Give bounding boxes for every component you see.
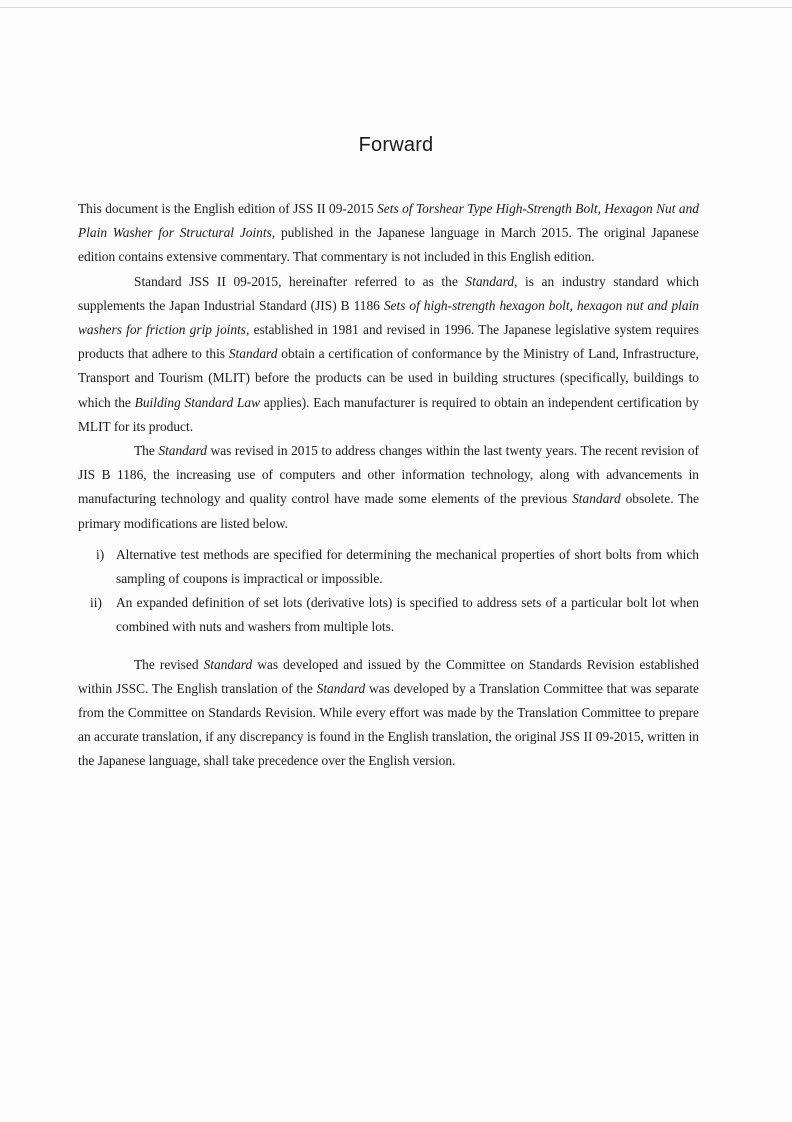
paragraph-text: The revised	[134, 656, 204, 672]
list-item	[78, 591, 699, 639]
paragraph-revision	[78, 439, 699, 536]
standard-term: Standard	[228, 346, 278, 362]
list-marker: ii)	[90, 595, 102, 611]
paragraph-text: published in the Japanese language in March 2015. The original Japanese edition contains extensive commentary. That commentary is not included in this English edition.	[78, 225, 699, 265]
paragraph-text: obsolete. The primary modifications are listed below.	[78, 491, 699, 531]
paragraph-text: , established in 1981 and revised in 1996. The Japanese legislative system requires products that adhere to this	[78, 322, 699, 362]
page-title: Forward	[358, 134, 434, 156]
paragraph-background	[78, 270, 699, 439]
list-marker: i)	[96, 546, 105, 562]
paragraph-text: applies). Each manufacturer is required to obtain an independent certification by MLIT for its product.	[78, 394, 700, 434]
paragraph-intro	[78, 197, 699, 270]
paragraph-translation	[78, 653, 699, 774]
standard-term: Standard	[465, 273, 515, 289]
list-item-text: An expanded definition of set lots (derivative lots) is specified to address sets of a particular bolt lot when combined with nuts and washers from multiple lots.	[116, 595, 699, 635]
paragraph-text: was developed and issued by the Committee on Standards Revision established within JSSC. The English translation of the	[78, 656, 699, 696]
list-item	[78, 543, 699, 591]
standard-term: Standard	[316, 680, 366, 696]
jis-title: Sets of high-strength hexagon bolt, hexagon nut and plain washers for friction grip joints	[78, 297, 699, 338]
standard-term: Standard	[158, 443, 207, 459]
paragraph-text: This document is the English edition of JSS II 09-2015	[78, 201, 378, 216]
paragraph-text: Standard JSS II 09-2015, hereinafter referred to as the	[134, 273, 466, 289]
paragraph-text: The	[134, 443, 159, 459]
standard-full-title: Sets of Torshear Type High-Strength Bolt, Hexagon Nut and Plain Washer for Structural Joints,	[78, 201, 699, 241]
paragraph-text: was developed by a Translation Committee that was separate from the Committee on Standards Revision. While every effort was made by the Translation Committee to prepare an accurate translation, if any discrepancy is found in the English translation, the original JSS II 09-2015, written in the Japanese language, shall take precedence over the English version.	[78, 680, 700, 769]
paragraph-text: was revised in 2015 to address changes within the last twenty years. The recent revision of JIS B 1186, the increasing use of computers and other information technology, along with advancements in manufacturing technology and quality control have made some elements of the previous	[78, 443, 699, 507]
standard-term: Standard	[572, 491, 621, 507]
paragraph-text: , is an industry standard which supplements the Japan Industrial Standard (JIS) B 1186	[78, 273, 699, 313]
top-scan-edge	[0, 7, 792, 8]
document-body	[78, 197, 699, 774]
standard-term: Standard	[203, 656, 253, 672]
paragraph-text: obtain a certification of conformance by the Ministry of Land, Infrastructure, Transport and Tourism (MLIT) before the products can be used in building structures (specifically, buildings to which the	[78, 346, 699, 410]
list-item-text: Alternative test methods are specified for determining the mechanical properties of short bolts from which sampling of coupons is impractical or impossible.	[116, 546, 699, 587]
law-title: Building Standard Law	[134, 394, 260, 410]
modifications-list	[78, 543, 699, 640]
